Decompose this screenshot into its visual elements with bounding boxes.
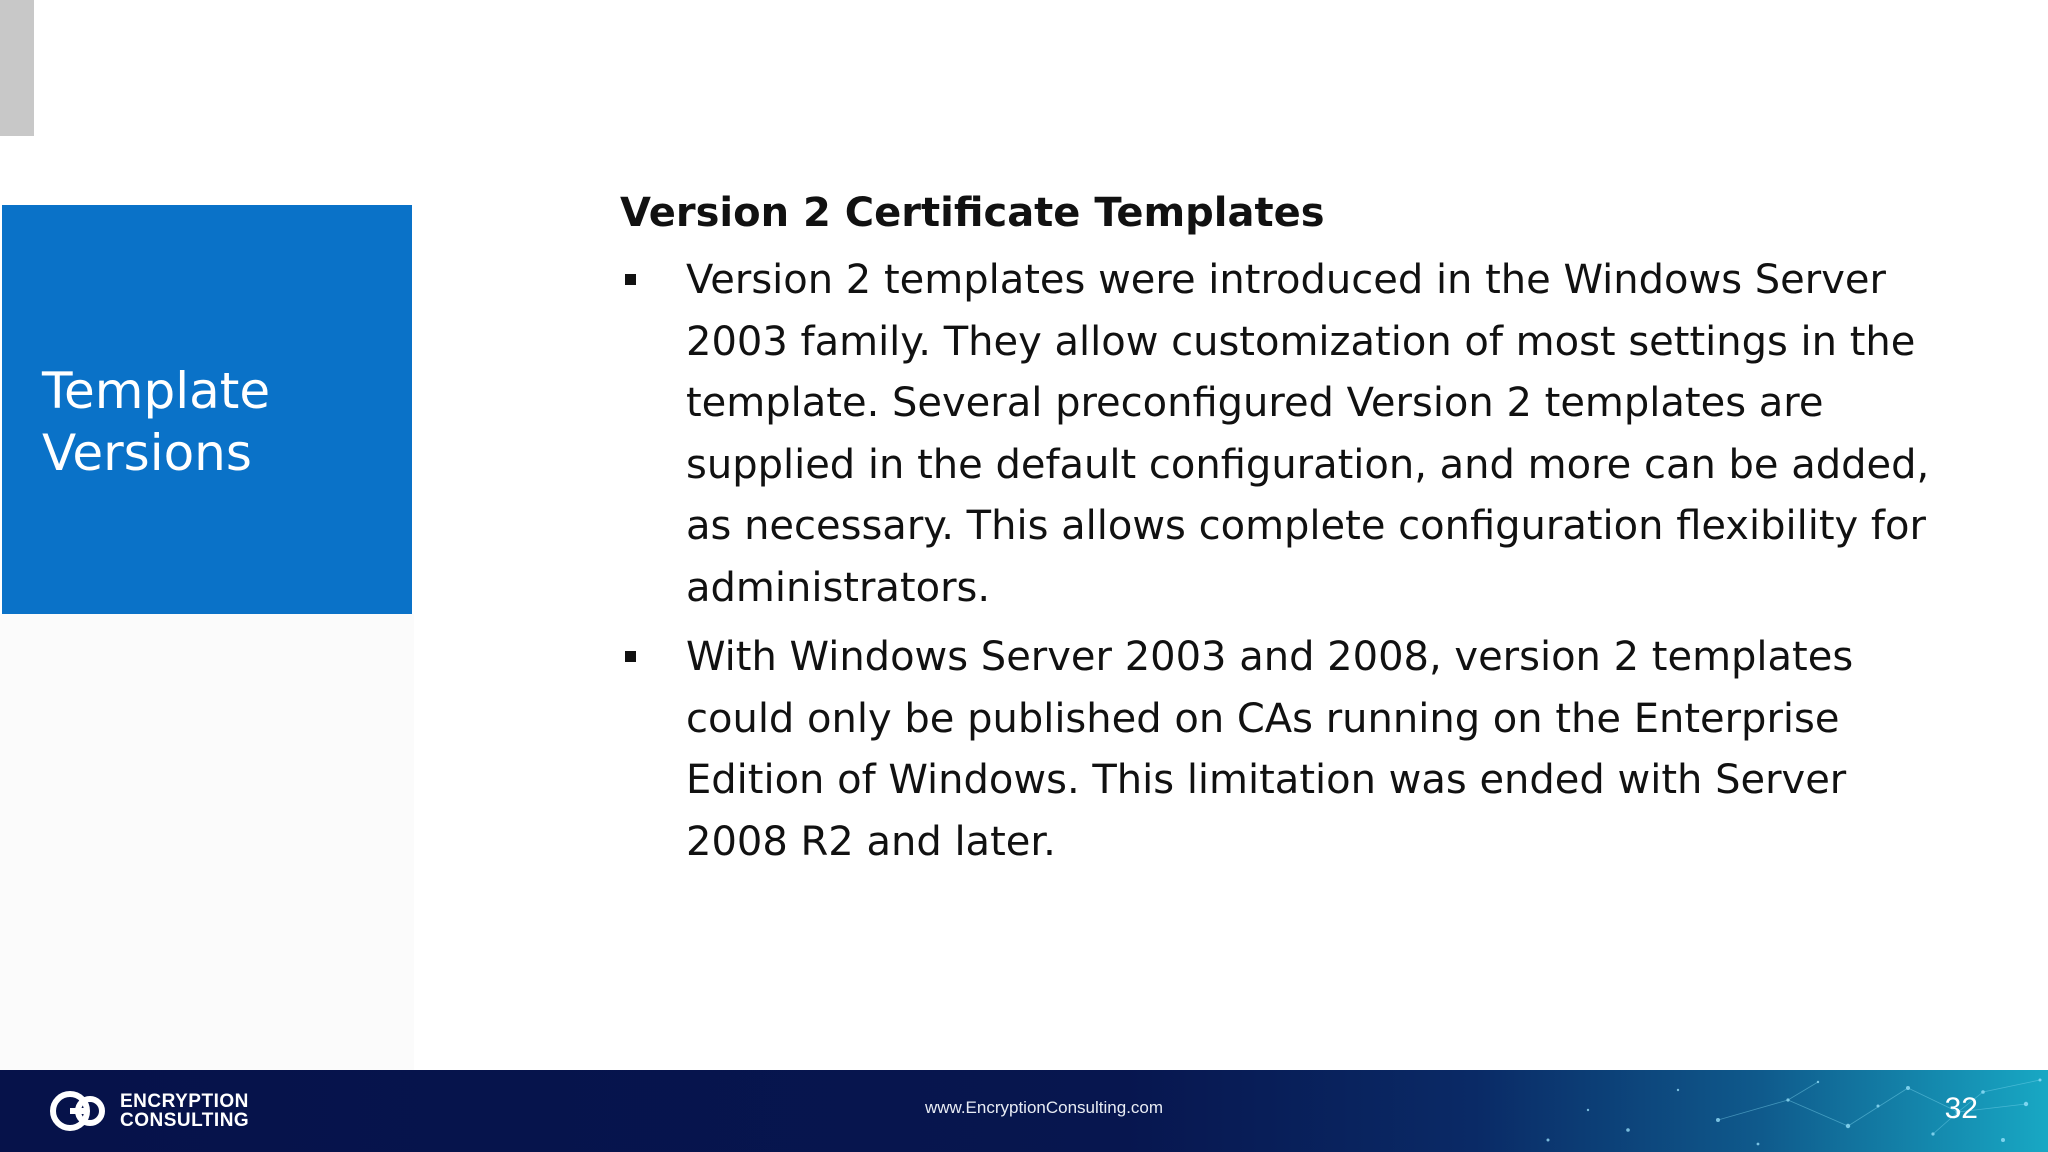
square-bullet-icon	[625, 651, 636, 662]
bullet-item	[620, 250, 1960, 619]
bullet-text: Version 2 templates were introduced in the Windows Server 2003 family. They allow customization of most settings in the template. Several preconfigured Version 2 templates are supplied in the default configuration, and more can be added, as necessary. This allows complete configuration flexibility for administrators.	[686, 257, 1930, 611]
website-link[interactable]: www.EncryptionConsulting.com	[924, 1098, 1164, 1117]
top-accent-bar	[0, 0, 34, 136]
bullet-item	[620, 627, 1960, 873]
bullet-text: With Windows Server 2003 and 2008, version 2 templates could only be published on CAs running on the Enterprise Edition of Windows. This limitation was ended with Server 2008 R2 and later.	[686, 634, 1854, 865]
square-bullet-icon	[625, 274, 636, 285]
logo-text-line1: ENCRYPTION	[120, 1091, 249, 1112]
page-number: 32	[1944, 1092, 1978, 1125]
slide-title: Template Versions	[42, 362, 271, 482]
footer-bar	[0, 1070, 2048, 1152]
slide-content	[620, 180, 1960, 881]
bullet-list	[620, 250, 1960, 873]
left-strip	[0, 614, 414, 1070]
logo-text-line2: CONSULTING	[120, 1110, 250, 1131]
content-heading: Version 2 Certificate Templates	[620, 190, 1325, 236]
